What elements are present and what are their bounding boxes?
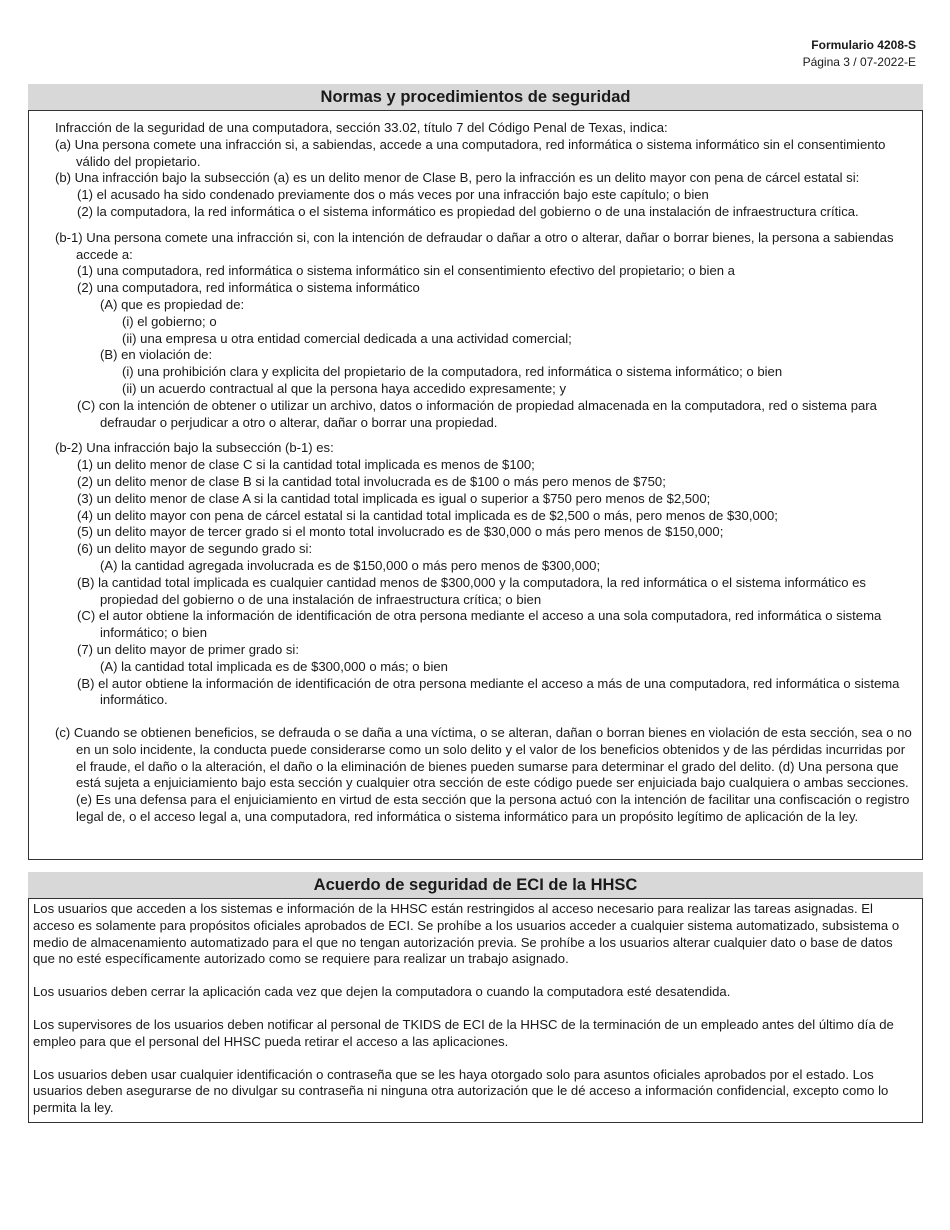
section-body: [28, 110, 923, 860]
clause-b1-subitem: (C) con la intención de obtener o utilizar un archivo, datos o información de propiedad almacenada en la computadora, red o sistema para defraudar o perjudicar a otro o alterar, dañar o borrar una propiedad.: [77, 397, 877, 430]
form-number: Formulario 4208-S: [811, 38, 916, 52]
clause-b2-subitem: (A) la cantidad total implicada es de $300,000 o más; o bien: [100, 658, 448, 674]
clause-b2-item: (1) un delito menor de clase C si la cantidad total implicada es menos de $100;: [77, 457, 535, 473]
clause-b1-subitem: (B) en violación de:: [100, 347, 213, 363]
clause-b2-item: (5) un delito mayor de tercer grado si el monto total involucrado es de $30,000 o más pero menos de $150,000;: [77, 524, 724, 540]
clause-b2-subitem: (B) el autor obtiene la información de identificación de otra persona mediante el acceso a más de una computadora, red informática o sistema informático.: [77, 675, 900, 708]
clause-b1-subsubitem: (ii) una empresa u otra entidad comercial dedicada a una actividad comercial;: [122, 330, 572, 346]
clause-a: (a) Una persona comete una infracción si, a sabiendas, accede a una computadora, red informática o sistema informático sin el consentimiento válido del propietario.: [55, 136, 886, 169]
clause-b2-item: (4) un delito mayor con pena de cárcel estatal si la cantidad total implicada es de $2,500 o más, pero menos de $30,000;: [77, 507, 778, 523]
clause-b2: (b-2) Una infracción bajo la subsección (b-1) es:: [55, 440, 334, 456]
clause-b1-subsubitem: (i) una prohibición clara y explicita del propietario de la computadora, red informática o sistema informático; o bien: [122, 364, 783, 380]
clause-b1-item: (2) una computadora, red informática o sistema informático: [77, 280, 420, 296]
eci-security-agreement-section: [28, 872, 923, 1123]
agreement-paragraph: Los supervisores de los usuarios deben notificar al personal de TKIDS de ECI de la HHSC de la terminación de un empleado antes del último día de empleo para que el personal del HHSC pueda retirar el acceso a las aplicaciones.: [33, 1016, 894, 1049]
clause-c: (c) Cuando se obtienen beneficios, se defrauda o se daña a una víctima, o se alteran, dañan o borran bienes en violación de esta sección, sea o no en un solo incidente, la conducta puede considerarse como un solo delito y el valor de los beneficios obtenidos y de las pérdidas incurridas por el fraude, el daño o la alteración, el daño o la eliminación de bienes pueden sumarse para determinar el grado del delito. (d) Una persona que está sujeta a enjuiciamiento bajo esta sección y cualquier otra sección de este código puede ser enjuiciada bajo cualquiera o ambas secciones. (e) Es una defensa para el enjuiciamiento en virtud de esta sección que la persona actuó con la intención de facilitar una confiscación o registro legal de, o el acceso legal a, una computadora, red informática o sistema informático para un propósito legítimo de aplicación de la ley.: [55, 725, 912, 825]
section-body: [28, 898, 923, 1123]
intro-text: Infracción de la seguridad de una computadora, sección 33.02, título 7 del Código Penal de Texas, indica:: [55, 120, 668, 135]
page-number: Página 3 / 07-2022-E: [802, 55, 916, 69]
clause-b2-item: (3) un delito menor de clase A si la cantidad total implicada es igual o superior a $750 pero menos de $2,500;: [77, 490, 711, 506]
clause-b2-subitem: (C) el autor obtiene la información de identificación de otra persona mediante el acceso a una sola computadora, red informática o sistema informático; o bien: [77, 608, 882, 641]
clause-b1-item: (1) una computadora, red informática o sistema informático sin el consentimiento efectivo del propietario; o bien a: [77, 263, 735, 279]
section-title: Acuerdo de seguridad de ECI de la HHSC: [28, 872, 923, 898]
clause-b1-subsubitem: (ii) un acuerdo contractual al que la persona haya accedido expresamente; y: [122, 380, 566, 396]
clause-b2-item: (7) un delito mayor de primer grado si:: [77, 641, 299, 657]
clause-b2-subitem: (A) la cantidad agregada involucrada es de $150,000 o más pero menos de $300,000;: [100, 557, 601, 573]
clause-b: (b) Una infracción bajo la subsección (a) es un delito menor de Clase B, pero la infracción es un delito mayor con pena de cárcel estatal si:: [55, 170, 860, 186]
clause-b1: (b-1) Una persona comete una infracción si, con la intención de defraudar o dañar a otro o alterar, dañar o borrar bienes, la persona a sabiendas accede a:: [55, 229, 894, 262]
clause-b-item: (1) el acusado ha sido condenado previamente dos o más veces por una infracción bajo este capítulo; o bien: [77, 187, 709, 203]
agreement-paragraph: Los usuarios deben usar cualquier identificación o contraseña que se les haya otorgado solo para asuntos oficiales aprobados por el estado. Los usuarios deben asegurarse de no divulgar su contraseña ni ninguna otra autorización que le dé acceso a información confidencial, excepto como lo permita la ley.: [33, 1066, 889, 1116]
agreement-paragraph: Los usuarios deben cerrar la aplicación cada vez que dejen la computadora o cuando la computadora esté desatendida.: [33, 984, 731, 1000]
clause-b2-item: (2) un delito menor de clase B si la cantidad total involucrada es de $100 o más pero menos de $750;: [77, 473, 666, 489]
agreement-paragraph: Los usuarios que acceden a los sistemas e información de la HHSC están restringidos al acceso necesario para realizar las tareas asignadas. El acceso es solamente para propósitos oficiales aprobados de ECI. Se prohíbe a los usuarios acceder a cualquier sistema automatizado, subsistema o medio de almacenamiento automatizado para el que no tengan autorización previa. Se prohíbe a los usuarios alterar cualquier dato o base de datos que no esté específicamente autorizado como se requiere para realizar un trabajo asignado.: [33, 901, 900, 967]
security-rules-section: [28, 84, 923, 860]
clause-b2-item: (6) un delito mayor de segundo grado si:: [77, 541, 313, 557]
clause-b2-subitem: (B) la cantidad total implicada es cualquier cantidad menos de $300,000 y la computadora, la red informática o el sistema informático es propiedad del gobierno o de una instalación de infraestructura crítica; o bien: [77, 574, 866, 607]
clause-b-item: (2) la computadora, la red informática o el sistema informático es propiedad del gobierno o de una instalación de infraestructura crítica.: [77, 203, 859, 219]
clause-b1-subsubitem: (i) el gobierno; o: [122, 313, 217, 329]
section-title: Normas y procedimientos de seguridad: [28, 84, 923, 110]
clause-b1-subitem: (A) que es propiedad de:: [100, 296, 245, 312]
